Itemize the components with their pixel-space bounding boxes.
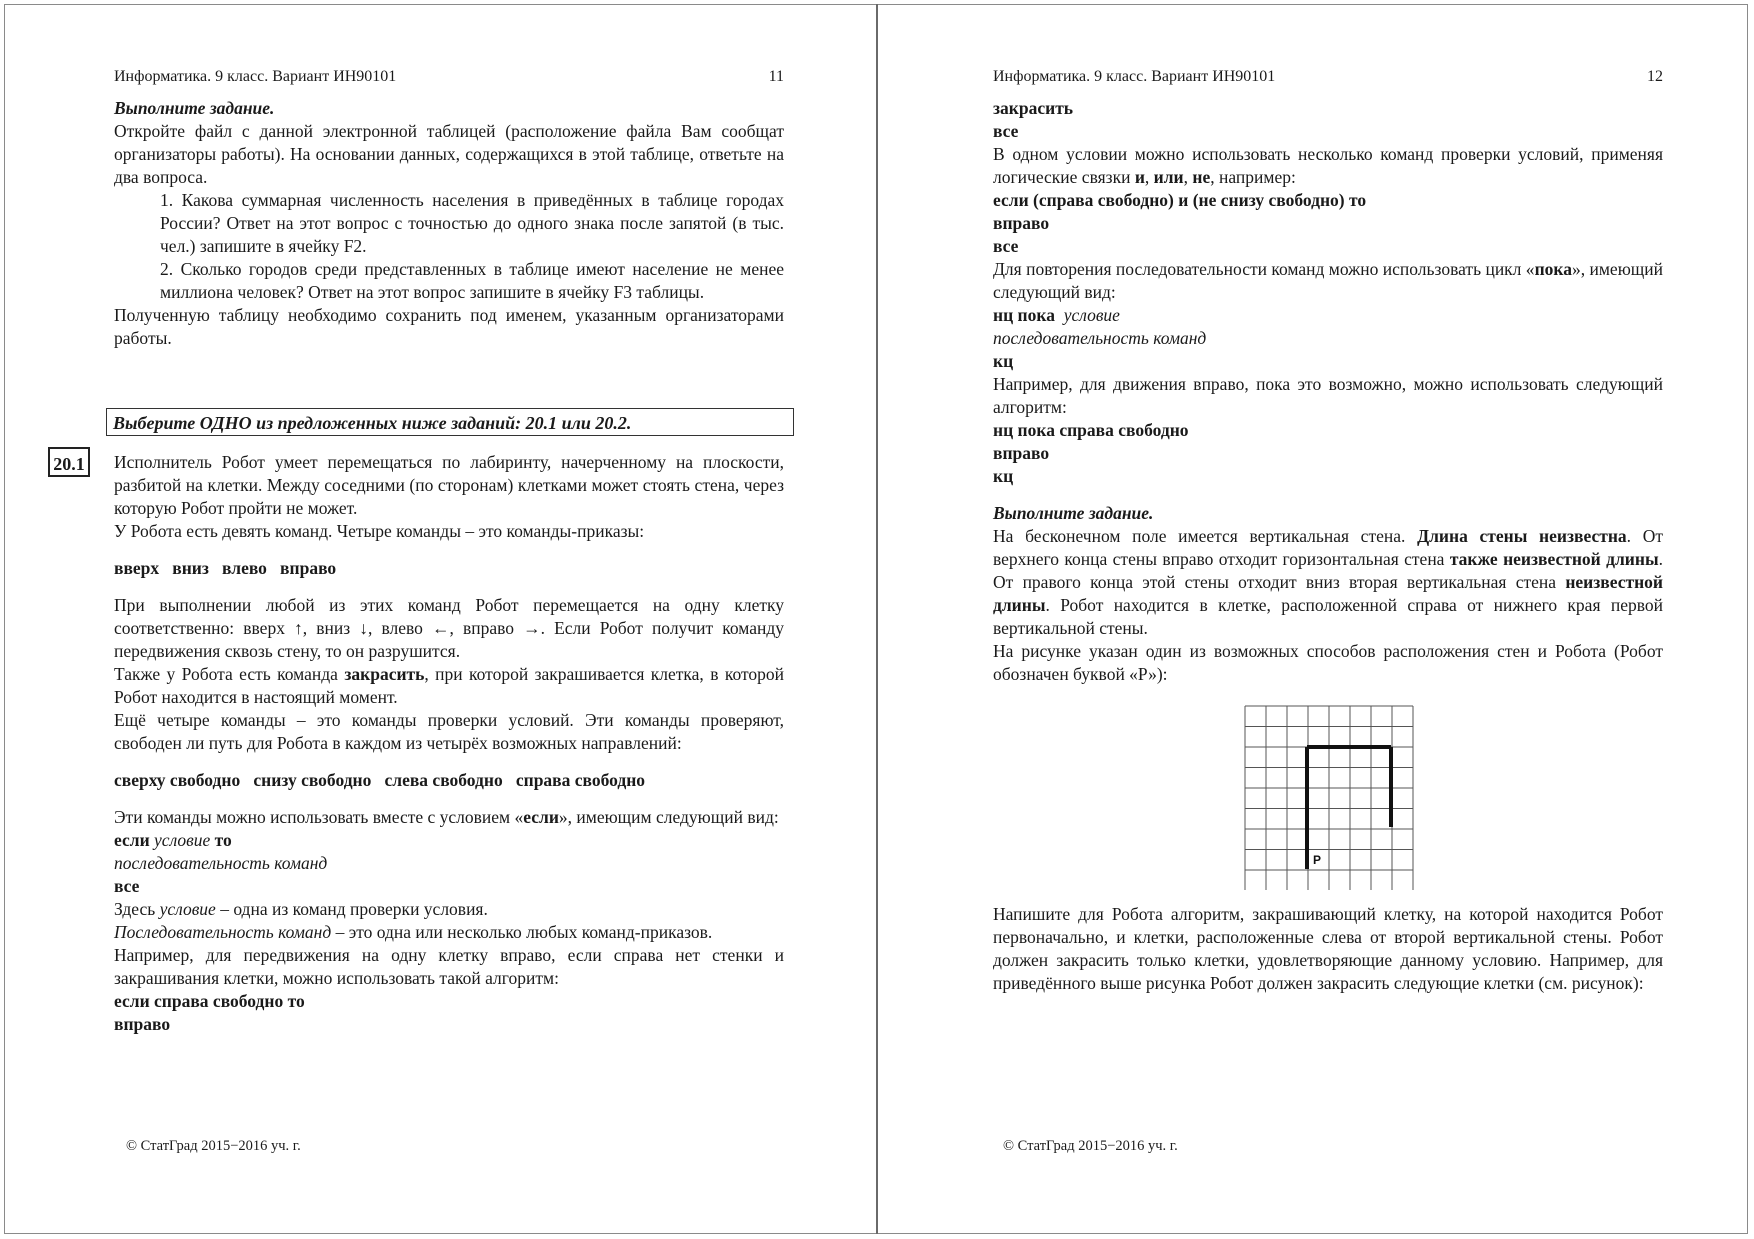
- right-page-header: [993, 68, 1663, 86]
- if-kw1: если: [114, 830, 150, 850]
- right-content: [993, 97, 1663, 686]
- move-description: При выполнении любой из этих команд Робот перемещается на одну клетку соответственно: вверх ↑, вниз ↓, влево ←, вправо →. Если Робот получит команду передвижения сквозь стену, то он разрушится.: [114, 595, 784, 661]
- save-note: Полученную таблицу необходимо сохранить под именем, указанным организаторами работы.: [114, 305, 784, 348]
- page-number: 11: [768, 68, 784, 85]
- loop-example-3: кц: [993, 466, 1014, 486]
- header-title: Информатика. 9 класс. Вариант ИН90101: [993, 68, 1276, 85]
- question-1: 1. Какова суммарная численность населения в приведённых в таблице городах России? Ответ на этот вопрос с точностью до одного знака после запятой (в тыс. чел.) запишите в ячейку F2.: [160, 190, 784, 256]
- choice-box: Выберите ОДНО из предложенных ниже заданий: 20.1 или 20.2.: [106, 408, 794, 436]
- seq-pre: Последовательность команд: [114, 922, 332, 942]
- paint-command: закрасить: [344, 664, 425, 684]
- figure-description: На рисунке указан один из возможных способов расположения стен и Робота (Робот обозначен буквой «Р»):: [993, 641, 1663, 684]
- loop-end: кц: [993, 351, 1014, 371]
- if-syntax-line: [114, 829, 784, 852]
- task-text-g: . Робот находится в клетке, расположенной справа от нижнего края первой вертикальной стены.: [993, 595, 1663, 638]
- right-page: [877, 0, 1754, 1239]
- here-line: [114, 898, 784, 921]
- if-end: все: [114, 876, 140, 896]
- logic-paragraph: В одном условии можно использовать несколько команд проверки условий, применяя логические связки и, или, не, например:: [993, 144, 1663, 187]
- here-cond: условие: [159, 899, 216, 919]
- task-text-d: также неизвестной длины: [1449, 549, 1659, 569]
- grid-lines: [1245, 706, 1413, 890]
- header-title: Информатика. 9 класс. Вариант ИН90101: [114, 68, 397, 85]
- loop-example-1: нц пока справа свободно: [993, 420, 1189, 440]
- robot-marker: Р: [1313, 853, 1322, 867]
- logic-or: или: [1153, 167, 1184, 187]
- example-line-2: вправо: [114, 1014, 171, 1034]
- paint-pre: Также у Робота есть команда: [114, 664, 345, 684]
- if-intro: [114, 806, 784, 829]
- logic-pre: В одном условии можно использовать несколько команд проверки условий, применяя логические связки: [993, 144, 1663, 187]
- cont-line-1: закрасить: [993, 98, 1074, 118]
- loop-post: », имеющий следующий вид:: [993, 259, 1663, 302]
- logic-not: не: [1192, 167, 1211, 187]
- page-number: 12: [1647, 68, 1663, 85]
- logic-example-3: все: [993, 236, 1019, 256]
- write-task: Напишите для Робота алгоритм, закрашивающий клетку, на которой находится Робот первоначально, и клетки, расположенные слева от второй вертикальной стены. Робот должен закрасить только клетки, удовлетворяющие данному условию. Например, для приведённого выше рисунка Робот должен закрасить следующие клетки (см. рисунок):: [993, 904, 1663, 993]
- here-pre: Здесь: [114, 899, 160, 919]
- seq-post: – это одна или несколько любых команд-приказов.: [331, 922, 713, 942]
- left-top-content: [114, 97, 784, 350]
- if-keyword: если: [523, 807, 559, 827]
- logic-example-2: вправо: [993, 213, 1050, 233]
- move-commands: вверх вниз влево вправо: [114, 558, 337, 578]
- nine-commands: У Робота есть девять команд. Четыре команды – это команды-приказы:: [114, 521, 645, 541]
- loop-head-cond: условие: [1063, 305, 1120, 325]
- loop-head-kw: нц пока: [993, 305, 1055, 325]
- logic-post: , например:: [1210, 167, 1296, 187]
- here-post: – одна из команд проверки условия.: [215, 899, 488, 919]
- loop-example-desc: Например, для движения вправо, пока это возможно, можно использовать следующий алгоритм:: [993, 374, 1663, 417]
- logic-and: и: [1134, 167, 1145, 187]
- task-heading: Выполните задание.: [114, 98, 275, 118]
- intro-paragraph: Откройте файл с данной электронной таблицей (расположение файла Вам сообщат организаторы работы). На основании данных, содержащихся в этой таблице, ответьте на два вопроса.: [114, 121, 784, 187]
- example-line-1: если справа свободно то: [114, 991, 305, 1011]
- task-text-c: . От верхнего конца стены вправо отходит горизонтальная стена: [993, 526, 1663, 569]
- if-cond: условие: [149, 830, 215, 850]
- task-number-box: 20.1: [48, 447, 90, 477]
- if-seq: последовательность команд: [114, 853, 328, 873]
- right-bottom-content: [993, 903, 1663, 995]
- example-description: Например, для передвижения на одну клетку вправо, если справа нет стенки и закрашивания клетки, можно использовать такой алгоритм:: [114, 945, 784, 988]
- left-robot-content: [114, 451, 784, 1036]
- loop-seq: последовательность команд: [993, 328, 1207, 348]
- task-text-e: . От правого конца этой стены отходит вниз вторая вертикальная стена: [993, 549, 1663, 592]
- loop-head: [993, 304, 1663, 327]
- right-footer: © СтатГрад 2015−2016 уч. г.: [1003, 1138, 1178, 1154]
- if-kw2: то: [214, 830, 232, 850]
- loop-keyword: пока: [1534, 259, 1572, 279]
- task-description: [993, 525, 1663, 640]
- if-post: », имеющим следующий вид:: [558, 807, 779, 827]
- check-commands: сверху свободно снизу свободно слева свободно справа свободно: [114, 770, 646, 790]
- left-page-header: [114, 68, 784, 86]
- task-heading-2: Выполните задание.: [993, 503, 1154, 523]
- seq-line: [114, 921, 784, 944]
- task-text-a: На бесконечном поле имеется вертикальная стена.: [993, 526, 1418, 546]
- task-text-b: Длина стены неизвестна: [1417, 526, 1627, 546]
- task-text-f: неизвестной длины: [993, 572, 1663, 615]
- loop-pre: Для повторения последовательности команд можно использовать цикл «: [993, 259, 1535, 279]
- question-2: 2. Сколько городов среди представленных в таблице имеют население не менее миллиона человек? Ответ на этот вопрос запишите в ячейку F3 таблицы.: [160, 259, 784, 302]
- loop-paragraph: [993, 258, 1663, 304]
- if-pre: Эти команды можно использовать вместе с условием «: [114, 807, 524, 827]
- robot-grid-figure: [1244, 705, 1414, 890]
- robot-intro: Исполнитель Робот умеет перемещаться по лабиринту, начерченному на плоскости, разбитой на клетки. Между соседними (по сторонам) клетками может стоять стена, через которую Робот пройти не может.: [114, 452, 784, 518]
- paint-paragraph: [114, 663, 784, 709]
- left-footer: © СтатГрад 2015−2016 уч. г.: [126, 1138, 301, 1154]
- loop-example-2: вправо: [993, 443, 1050, 463]
- logic-example-1: если (справа свободно) и (не снизу свободно) то: [993, 190, 1367, 210]
- paint-post: , при которой закрашивается клетка, в которой Робот находится в настоящий момент.: [114, 664, 785, 707]
- cont-line-2: все: [993, 121, 1019, 141]
- check-description: Ещё четыре команды – это команды проверки условий. Эти команды проверяют, свободен ли путь для Робота в каждом из четырёх возможных направлений:: [114, 710, 784, 753]
